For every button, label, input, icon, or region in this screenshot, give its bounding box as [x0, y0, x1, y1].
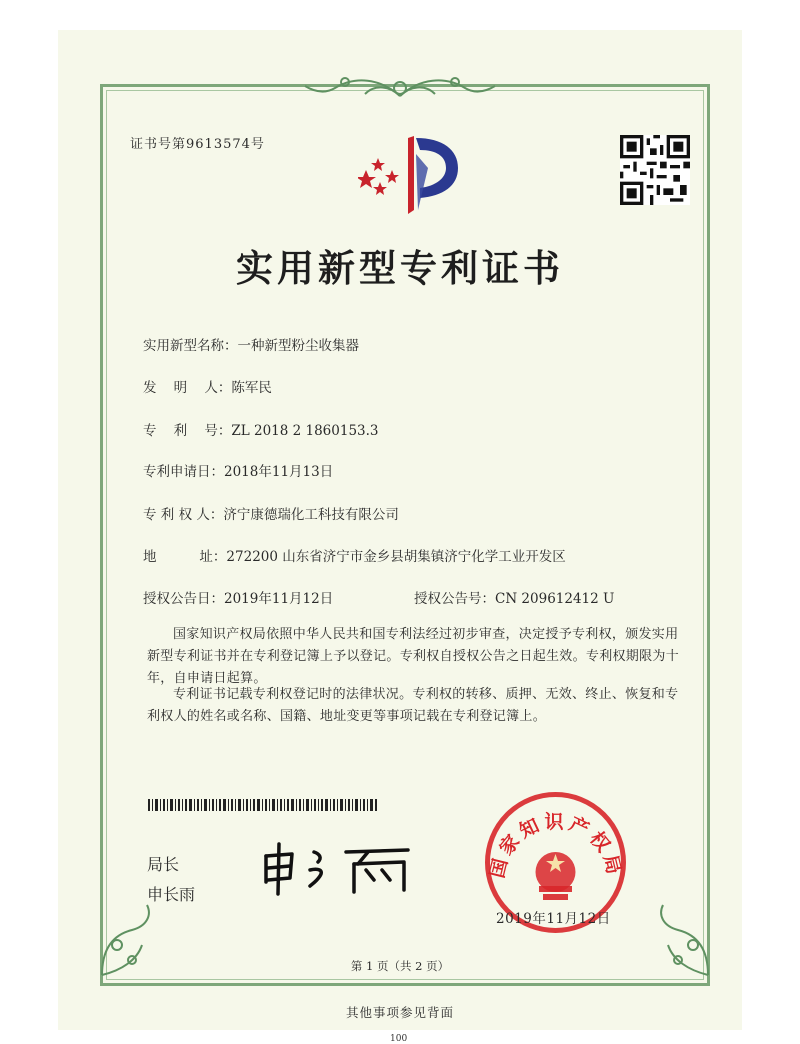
- barcode: [148, 799, 378, 811]
- field-application-date: [143, 460, 333, 480]
- field-inventor: [143, 376, 272, 396]
- seal-date: 2019年11月12日: [496, 911, 611, 927]
- director-name: 申长雨: [147, 885, 196, 904]
- field-grant-date: [143, 587, 333, 607]
- field-value: 一种新型粉尘收集器: [237, 338, 359, 354]
- certificate-number: 证书号第9613574号: [130, 137, 265, 152]
- field-address: [143, 545, 566, 565]
- field-value: 2018年11月13日: [224, 464, 334, 480]
- field-utility-model-name: [143, 334, 359, 354]
- page-number: 100: [390, 1034, 408, 1044]
- certificate-title: 实用新型专利证书: [236, 247, 564, 290]
- director-signature: [258, 838, 418, 898]
- field-label: 授权公告号：: [414, 591, 495, 607]
- field-label: 发 明 人：: [143, 380, 232, 396]
- field-patentee: [143, 503, 399, 523]
- patent-office-logo: [358, 128, 468, 218]
- field-value: 2019年11月12日: [224, 591, 334, 607]
- field-label: 专 利 号：: [143, 423, 232, 439]
- statement-paragraph: 专利证书记载专利权登记时的法律状况。专利权的转移、质押、无效、终止、恢复和专利权人的姓名或名称、国籍、地址变更等事项记载在专利登记簿上。: [147, 687, 679, 724]
- field-label: 专利申请日：: [143, 464, 224, 480]
- field-value: 陈军民: [231, 380, 272, 396]
- director-title: 局长: [147, 855, 180, 874]
- seal-text: 国家知识产权局: [486, 811, 626, 881]
- field-label: 实用新型名称：: [143, 338, 238, 354]
- field-value: 272200 山东省济宁市金乡县胡集镇济宁化学工业开发区: [226, 549, 566, 565]
- field-patent-number: [143, 419, 379, 439]
- field-label: 授权公告日：: [143, 591, 224, 607]
- top-ornament: [300, 68, 500, 108]
- page-indicator: 第 1 页（共 2 页）: [350, 959, 450, 973]
- field-publication-number: [414, 587, 614, 607]
- field-label: 地 址：: [143, 549, 227, 565]
- qr-code: [620, 135, 690, 205]
- field-value: 济宁康德瑞化工科技有限公司: [223, 507, 399, 523]
- field-value: ZL 2018 2 1860153.3: [231, 423, 379, 439]
- footer-note: 其他事项参见背面: [345, 1005, 454, 1020]
- statement-paragraph: 国家知识产权局依照中华人民共和国专利法经过初步审查，决定授予专利权，颁发实用新型专利证书并在专利登记簿上予以登记。专利权自授权公告之日起生效。专利权期限为十年，自申请日起算。: [147, 627, 680, 686]
- field-label: 专 利 权 人：: [143, 507, 224, 523]
- field-value: CN 209612412 U: [495, 591, 615, 607]
